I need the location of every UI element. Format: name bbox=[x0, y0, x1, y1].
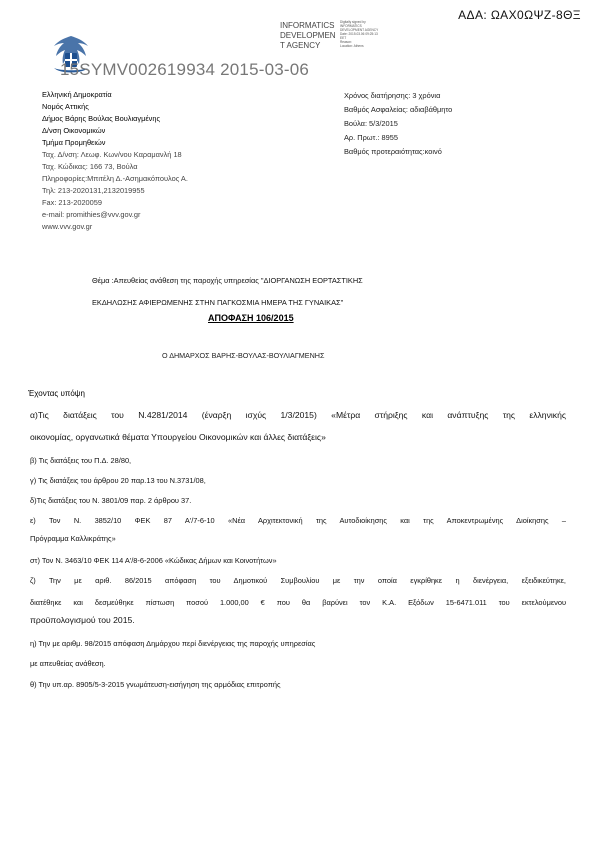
paragraph-line: γ) Τις διατάξεις του άρθρου 20 παρ.13 του Ν.3731/08, bbox=[30, 476, 206, 485]
contact-phone: Τηλ: 213-2020131,2132019955 bbox=[42, 186, 145, 195]
mayor-heading: Ο ΔΗΜΑΡΧΟΣ ΒΑΡΗΣ-ΒΟΥΛΑΣ-ΒΟΥΛΙΑΓΜΕΝΗΣ bbox=[162, 351, 325, 360]
paragraph-line: προϋπολογισμού του 2015. bbox=[30, 615, 135, 625]
sender-block bbox=[42, 89, 188, 233]
document-date: Βούλα: 5/3/2015 bbox=[344, 119, 398, 128]
paragraph-line: δ)Τις διατάξεις του Ν. 3801/09 παρ. 2 άρθρου 37. bbox=[30, 496, 192, 505]
paragraph-line: Πρόγραμμα Καλλικράτης» bbox=[30, 534, 116, 543]
retention-period: Χρόνος διατήρησης: 3 χρόνια bbox=[344, 91, 441, 100]
paragraph-line: οικονομίας, οργανωτικά θέματα Υπουργείου Οικονομικών και άλλες διατάξεις» bbox=[30, 432, 326, 442]
document-id-watermark: 15SYMV002619934 2015-03-06 bbox=[60, 60, 310, 79]
paragraph-line: β) Τις διατάξεις του Π.Δ. 28/80, bbox=[30, 456, 132, 465]
having-regard-heading: Έχοντας υπόψη bbox=[28, 389, 85, 398]
document-metadata bbox=[344, 89, 452, 159]
paragraph-line: ζ) Την με αριθ. 86/2015 απόφαση του Δημοτικού Συμβουλίου με την οποία εγκρίθηκε η διενέργεια, εξειδικεύτηκε, bbox=[30, 576, 566, 585]
sender-line: Ελληνική Δημοκρατία bbox=[42, 90, 112, 99]
paragraph-line: η) Την με αριθμ. 98/2015 απόφαση Δημάρχου περί διενέργειας της παροχής υπηρεσίας bbox=[30, 639, 316, 648]
contact-fax: Fax: 213-2020059 bbox=[42, 198, 102, 207]
subject-block bbox=[92, 270, 363, 314]
paragraph-line: στ) Τον Ν. 3463/10 ΦΕΚ 114 Α'/8-6-2006 «Κώδικας Δήμων και Κοινοτήτων» bbox=[30, 556, 277, 565]
contact-address: Ταχ. Δ/νση: Λεωφ. Κων/νου Καραμανλή 18 bbox=[42, 150, 182, 159]
contact-postcode: Ταχ. Κώδικας: 166 73, Βούλα bbox=[42, 162, 138, 171]
digital-signature-stamp: INFORMATICS DEVELOPMEN T AGENCY bbox=[280, 21, 336, 50]
contact-website: www.vvv.gov.gr bbox=[42, 222, 93, 231]
paragraph-line: με απευθείας ανάθεση. bbox=[30, 659, 106, 668]
sender-line: Δήμος Βάρης Βούλας Βουλιαγμένης bbox=[42, 114, 161, 123]
signature-details: Digitally signed by INFORMATICS DEVELOPMENT AGENCY Date: 2015.03.06 09:25:13 EET Reason: Location: Athens bbox=[340, 20, 379, 48]
subject-line: ΕΚΔΗΛΩΣΗΣ ΑΦΙΕΡΩΜΕΝΗΣ ΣΤΗΝ ΠΑΓΚΟΣΜΙΑ ΗΜΕΡΑ ΤΗΣ ΓΥΝΑΙΚΑΣ" bbox=[92, 298, 344, 307]
sender-line: Τμήμα Προμηθειών bbox=[42, 138, 106, 147]
paragraph-line: ε) Τον Ν. 3852/10 ΦΕΚ 87 Α'/7-6-10 «Νέα Αρχιτεκτονική της Αυτοδιοίκησης και της Αποκεντρωμένης Διοίκησης – bbox=[30, 516, 566, 525]
paragraph-line: διατέθηκε και δεσμεύθηκε πίστωση ποσού 1.000,00 € που θα βαρύνει τον Κ.Α. Εξόδων 15-6471.011 του εκτελούμενου bbox=[30, 598, 566, 607]
ada-code: ΑΔΑ: ΩΑΧ0ΩΨΖ-8ΘΞ bbox=[458, 8, 581, 22]
paragraph-line: θ) Την υπ.αρ. 8905/5-3-2015 γνωμάτευση-εισήγηση της αρμόδιας επιτροπής bbox=[30, 680, 281, 689]
contact-email: e-mail: promithies@vvv.gov.gr bbox=[42, 210, 141, 219]
protocol-number: Αρ. Πρωτ.: 8955 bbox=[344, 133, 398, 142]
sender-line: Νομός Αττικής bbox=[42, 102, 89, 111]
priority-level: Βαθμός προτεραιότητας:κοινό bbox=[344, 147, 442, 156]
paragraph-line: α)Τις διατάξεις του Ν.4281/2014 (έναρξη ισχύς 1/3/2015) «Μέτρα στήριξης και ανάπτυξης της ελληνικής bbox=[30, 410, 566, 420]
contact-info-persons: Πληροφορίες:Μπιτέλη Δ.-Ασημακόπουλος Α. bbox=[42, 174, 188, 183]
decision-title: ΑΠΟΦΑΣΗ 106/2015 bbox=[208, 313, 294, 323]
sender-line: Δ/νση Οικονομικών bbox=[42, 126, 106, 135]
subject-line: Θέμα :Απευθείας ανάθεση της παροχής υπηρεσίας "ΔΙΟΡΓΑΝΩΣΗ ΕΟΡΤΑΣΤΙΚΗΣ bbox=[92, 276, 363, 285]
security-level: Βαθμός Ασφαλείας: αδιαβάθμητο bbox=[344, 105, 453, 114]
